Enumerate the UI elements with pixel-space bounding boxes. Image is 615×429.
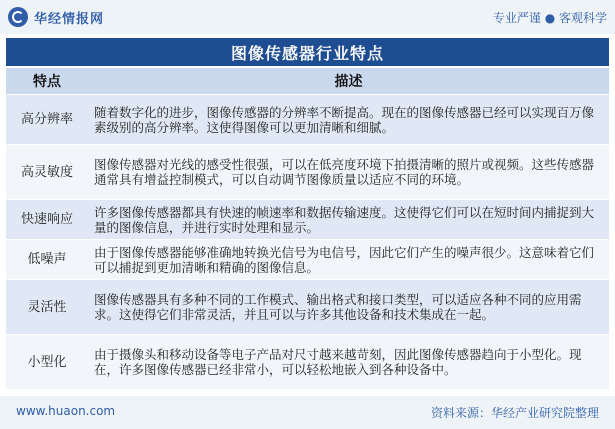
footer-source: 资料来源：华经产业研究院整理	[430, 406, 599, 420]
description-cell: 许多图像传感器都具有快速的帧速率和数据传输速度。这使得它们可以在短时间内捕捉到大量的图像信息，并进行实时处理和显示。	[88, 200, 609, 240]
feature-table	[6, 68, 609, 390]
table-row	[6, 280, 609, 335]
table-row	[6, 200, 609, 240]
feature-cell: 快速响应	[6, 200, 88, 240]
description-cell: 由于摄像头和移动设备等电子产品对尺寸越来越苛刻，因此图像传感器趋向于小型化。现在，许多图像传感器已经非常小，可以轻松地嵌入到各种设备中。	[88, 335, 609, 390]
description-cell: 图像传感器对光线的感受性很强，可以在低亮度环境下拍摄清晰的照片或视频。这些传感器通常具有增益控制模式，可以自动调节图像质量以适应不同的环境。	[88, 145, 609, 200]
slogan: 专业严谨 ● 客观科学	[492, 11, 607, 25]
page-title: 图像传感器行业特点	[6, 38, 609, 66]
feature-cell: 灵活性	[6, 280, 88, 335]
top-bar	[0, 0, 615, 34]
feature-cell: 高灵敏度	[6, 145, 88, 200]
description-cell: 随着数字化的进步，图像传感器的分辨率不断提高。现在的图像传感器已经可以实现百万像素级别的高分辨率。这使得图像可以更加清晰和细腻。	[88, 95, 609, 145]
brand-logo[interactable]	[8, 6, 104, 28]
feature-cell: 高分辨率	[6, 95, 88, 145]
footer	[0, 396, 615, 429]
footer-url-link[interactable]: www.huaon.com	[16, 404, 116, 418]
description-cell: 由于图像传感器能够准确地转换光信号为电信号，因此它们产生的噪声很少。这意味着它们可以捕捉到更加清晰和精确的图像信息。	[88, 240, 609, 280]
feature-cell: 小型化	[6, 335, 88, 390]
table-row	[6, 145, 609, 200]
table-row	[6, 95, 609, 145]
description-cell: 图像传感器具有多种不同的工作模式、输出格式和接口类型，可以适应各种不同的应用需求。这使得它们非常灵活，并且可以与许多其他设备和技术集成在一起。	[88, 280, 609, 335]
feature-cell: 低噪声	[6, 240, 88, 280]
brand-name: 华经情报网	[34, 11, 105, 27]
column-header-feature: 特点	[6, 68, 88, 95]
table-row	[6, 240, 609, 280]
table-row	[6, 335, 609, 390]
column-header-description: 描述	[88, 68, 609, 95]
brand-logo-icon	[8, 7, 28, 27]
table-header-row	[6, 68, 609, 95]
